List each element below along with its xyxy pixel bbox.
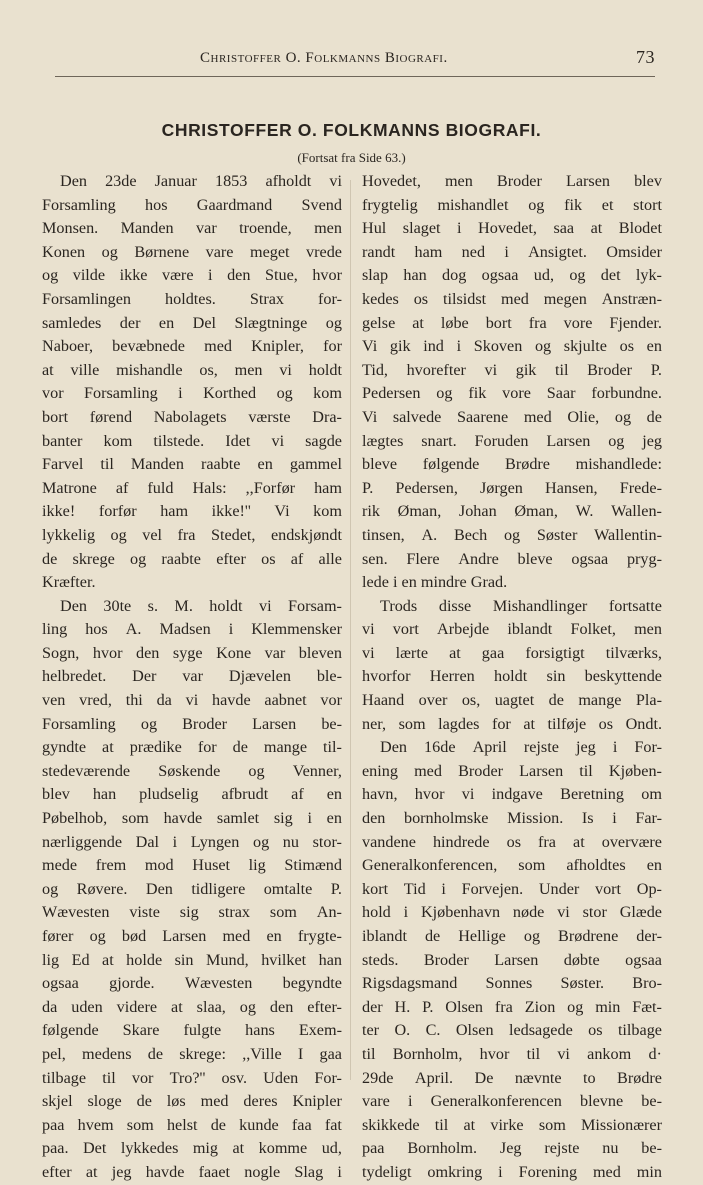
text-line: Forsamlingen holdtes. Strax for- [42, 289, 342, 308]
text-line: P. Pedersen, Jørgen Hansen, Frede- [362, 478, 662, 497]
text-line: ner, som lagdes for at tilføje os Ondt. [362, 714, 662, 733]
text-line: paa. Det lykkedes mig at komme ud, [42, 1139, 342, 1158]
text-line: vare i Generalkonferencen blevne be- [362, 1092, 662, 1111]
text-line: Monsen. Manden var troende, men [42, 219, 342, 238]
right-column [362, 170, 662, 1185]
text-line: og Røvere. Den tidligere omtalte P. [42, 879, 342, 898]
header-rule [55, 76, 655, 77]
text-line: Den 30te s. M. holdt vi Forsam- [60, 596, 342, 615]
text-line: Forsamling hos Gaardmand Svend [42, 195, 342, 214]
text-line: hold i Kjøbenhavn nøde vi stor Glæde [362, 903, 662, 922]
text-line: Hovedet, men Broder Larsen blev [362, 172, 662, 190]
text-line: Trods disse Mishandlinger fortsatte [380, 596, 662, 615]
text-line: Pøbelhob, som havde samlet sig i en [42, 809, 342, 828]
text-line: Haand over os, uagtet de mange Pla- [362, 691, 662, 710]
text-line: Pedersen og fik vore Saar forbundne. [362, 384, 662, 403]
text-line: tilbage til vor Tro?'' osv. Uden For- [42, 1068, 342, 1087]
article-title: CHRISTOFFER O. FOLKMANNS BIOGRAFI. [161, 120, 542, 140]
text-line: efter at jeg havde faaet nogle Slag i [42, 1162, 342, 1181]
text-line: vandene hindrede os fra at overvære [362, 832, 662, 851]
text-line: helbredet. Der var Djævelen ble- [42, 667, 342, 686]
text-line: gelse at løbe bort fra vore Fjender. [362, 313, 662, 332]
text-line: vor Forsamling i Korthed og kom [42, 384, 342, 403]
text-line: hvorfor Herren holdt sin beskyttende [362, 667, 662, 686]
text-line: paa Bornholm. Jeg rejste nu be- [362, 1139, 662, 1158]
text-line: da uden videre at slaa, og den efter- [42, 997, 342, 1016]
text-line: Naboer, bevæbnede med Knipler, for [42, 337, 342, 356]
text-line: kedes os tilsidst med megen Anstræn- [362, 289, 662, 308]
left-column [42, 170, 342, 1185]
text-line: Matrone af fuld Hals: ,,Forfør ham [42, 478, 342, 497]
text-line: mede frem mod Huset lig Stimænd [42, 856, 342, 875]
text-line: vi vort Arbejde iblandt Folket, men [362, 620, 662, 639]
text-line: lede i en mindre Grad. [362, 573, 508, 592]
text-line: sen. Flere Andre bleve ogsaa pryg- [362, 549, 662, 568]
text-line: til Bornholm, hvor til vi ankom d· [362, 1044, 662, 1063]
text-line: paa hvem som helst de kunde faa fat [42, 1115, 342, 1134]
text-line: havn, hvor vi indgave Beretning om [362, 785, 662, 804]
text-line: Farvel til Manden raabte en gammel [42, 455, 342, 474]
text-line: Den 23de Januar 1853 afholdt vi [60, 172, 342, 190]
text-line: følgende Skare fulgte hans Exem- [42, 1021, 342, 1040]
text-line: rik Øman, Johan Øman, W. Wallen- [362, 502, 662, 521]
text-line: Hul slaget i Hovedet, saa at Blodet [362, 219, 662, 238]
text-line: Vi salvede Saarene med Olie, og de [362, 407, 662, 426]
text-line: randt ham ned i Ansigtet. Omsider [362, 242, 662, 261]
continued-note: (Fortsat fra Side 63.) [297, 150, 406, 165]
text-line: den bornholmske Mission. Is i Far- [362, 809, 662, 828]
text-line: Vi gik ind i Skoven og skjulte os en [362, 337, 662, 356]
text-line: banter kom tilstede. Idet vi sagde [42, 431, 342, 450]
text-line: Forsamling og Broder Larsen be- [42, 714, 342, 733]
text-line: og vilde ikke være i den Stue, hvor [42, 266, 342, 285]
text-line: lykkelig og vel fra Stedet, endskjøndt [42, 525, 342, 544]
text-line: lig Ed at holde sin Mund, hvilket han [42, 950, 342, 969]
text-line: der H. P. Olsen fra Zion og min Fæt- [362, 997, 662, 1016]
text-line: Wævesten viste sig strax som An- [42, 903, 342, 922]
text-line: 29de April. De nævnte to Brødre [362, 1068, 662, 1087]
text-line: iblandt de Hellige og Brødrene der- [362, 927, 662, 945]
text-line: kort Tid i Forvejen. Under vort Op- [362, 879, 662, 898]
text-line: samledes der en Del Slægtninge og [42, 313, 342, 332]
text-line: ven vred, thi da vi havde aabnet vor [42, 691, 342, 710]
column-divider [350, 180, 351, 1080]
text-line: stedeværende Søskende og Venner, [42, 761, 342, 780]
text-line: at ville mishandle os, men vi holdt [42, 360, 342, 379]
text-line: ikke! forfør ham ikke!'' Vi kom [42, 502, 342, 521]
text-line: tydeligt omkring i Forening med min [362, 1162, 662, 1181]
text-line: skikkede til at virke som Missionærer [362, 1115, 662, 1134]
running-header [200, 47, 655, 70]
text-line: vi lærte at gaa forsigtigt tilværks, [362, 643, 662, 662]
text-line: skjel sloge de løs med deres Knipler [42, 1092, 342, 1111]
text-line: ening med Broder Larsen til Kjøben- [362, 761, 662, 780]
text-line: de skrege og raabte efter os af alle [42, 549, 342, 568]
text-line: pel, medens de skrege: ,,Ville I gaa [42, 1044, 342, 1063]
running-title: Christoffer O. Folkmanns Biografi. [200, 50, 448, 66]
text-line: ter O. C. Olsen ledsagede os tilbage [362, 1021, 662, 1040]
text-line: Rigsdagsmand Sonnes Søster. Bro- [362, 974, 662, 993]
text-line: frygtelig mishandlet og fik et stort [362, 195, 662, 214]
text-line: ogsaa gjorde. Wævesten begyndte [42, 974, 342, 993]
page-number: 73 [636, 47, 655, 67]
text-line: ling hos A. Madsen i Klemmensker [42, 620, 342, 639]
text-line: bleve følgende Brødre mishandlede: [362, 455, 662, 474]
text-line: slap han dog ogsaa ud, og det lyk- [362, 266, 662, 285]
text-line: Generalkonferencen, som afholdtes en [362, 856, 662, 875]
text-line: blev han pludselig afbrudt af en [42, 785, 342, 804]
text-line: Tid, hvorefter vi gik til Broder P. [362, 360, 662, 379]
text-line: Konen og Børnene vare meget vrede [42, 242, 342, 261]
text-line: tinsen, A. Bech og Søster Wallentin- [362, 525, 662, 544]
text-line: gyndte at prædike for de mange til- [42, 738, 342, 757]
text-line: Kræfter. [42, 573, 96, 592]
text-line: Den 16de April rejste jeg i For- [380, 738, 662, 757]
text-line: lægtes snart. Foruden Larsen og jeg [362, 431, 662, 450]
text-line: fører og bød Larsen med en frygte- [42, 927, 342, 945]
text-line: steds. Broder Larsen døbte ogsaa [362, 950, 662, 969]
text-line: bort førend Nabolagets værste Dra- [42, 407, 342, 426]
text-line: nærliggende Dal i Lyngen og nu stor- [42, 832, 342, 851]
text-line: Sogn, hvor den syge Kone var bleven [42, 643, 342, 662]
